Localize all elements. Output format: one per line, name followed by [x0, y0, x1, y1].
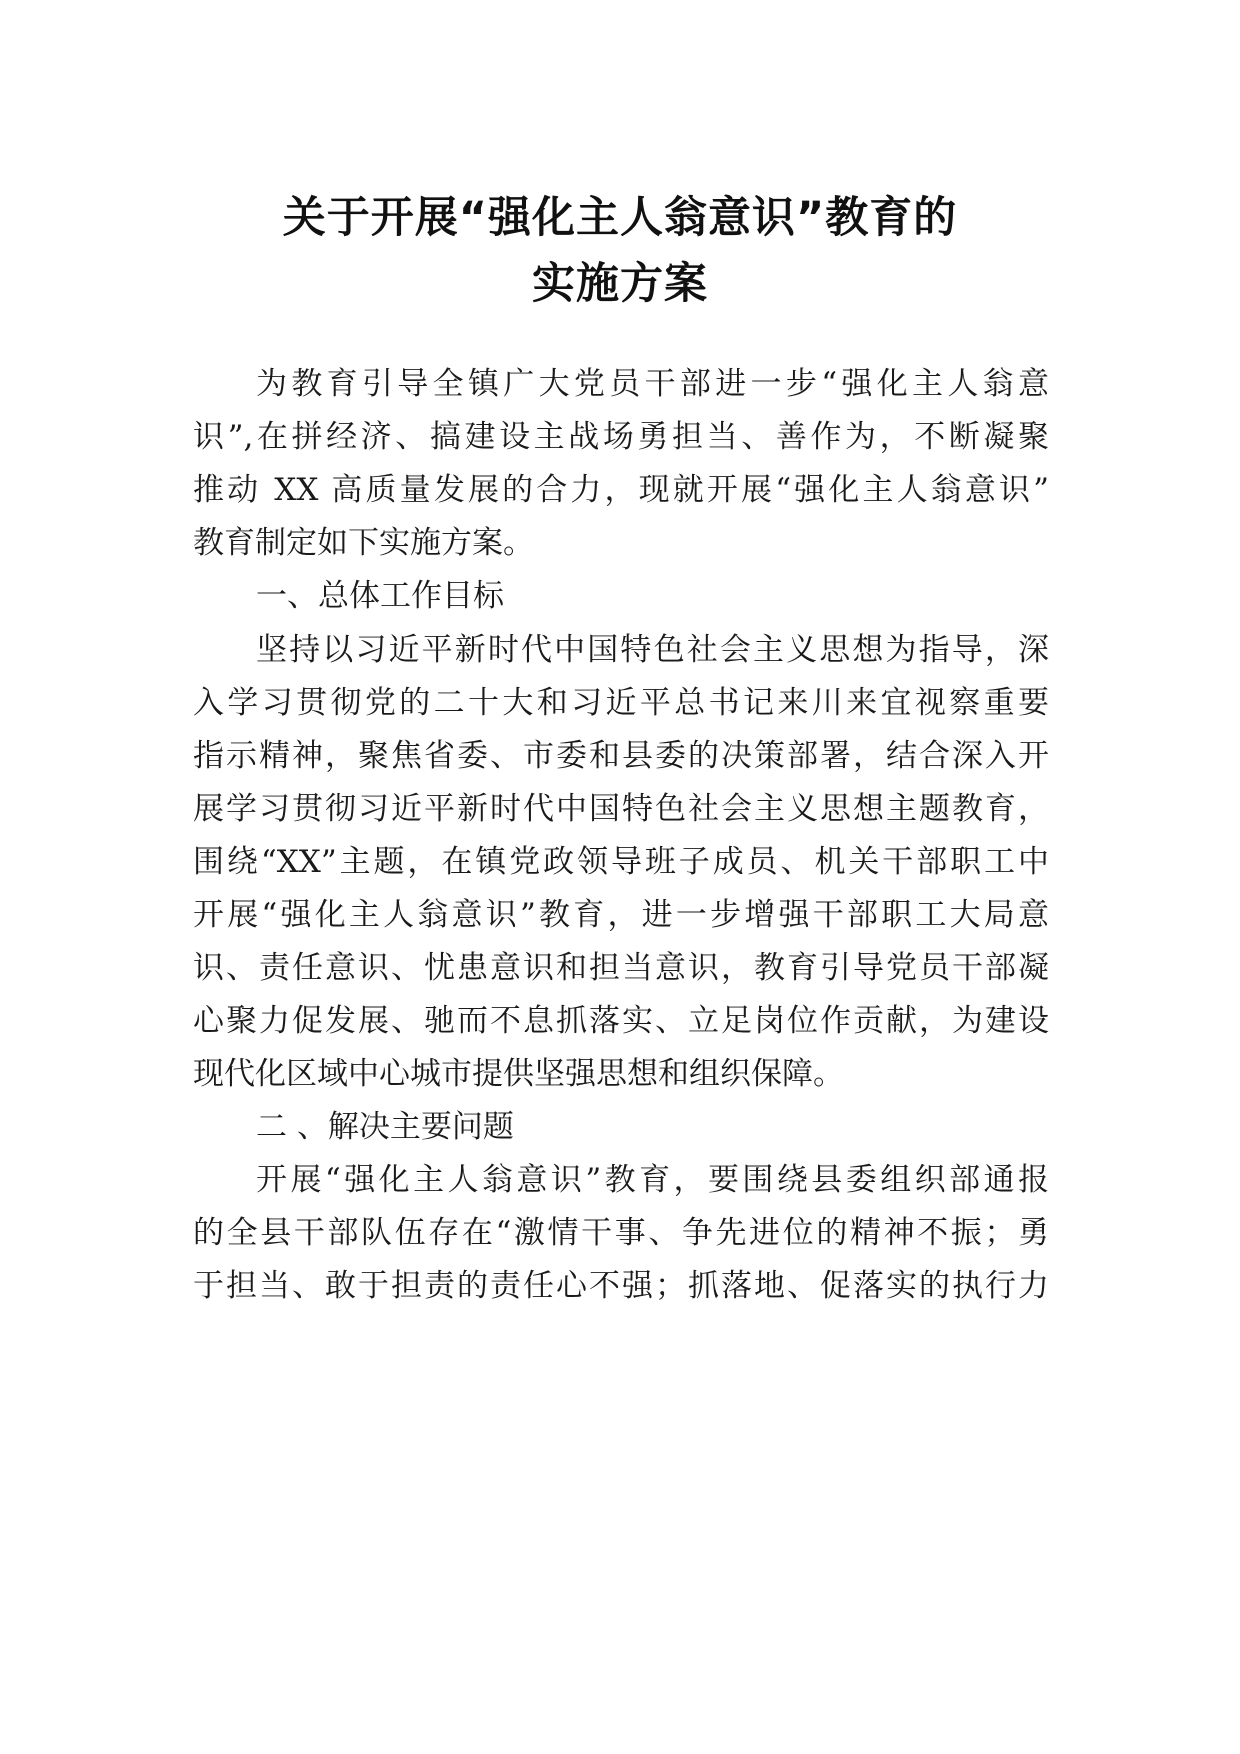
paragraph-line: 指示精神，聚焦省委、市委和县委的决策部署，结合深入开 — [193, 738, 1049, 774]
paragraph-line: 教育制定如下实施方案。 — [193, 525, 534, 561]
paragraph-line: 推动 XX 高质量发展的合力，现就开展“强化主人翁意识” — [193, 472, 1049, 508]
document-title-line-1: 关于开展“强化主人翁意识”教育的 — [282, 193, 958, 243]
paragraph-line: 展学习贯彻习近平新时代中国特色社会主义思想主题教育， — [193, 791, 1049, 827]
paragraph-line: 于担当、敢于担责的责任心不强；抓落地、促落实的执行力 — [193, 1268, 1049, 1304]
paragraph-line: 开展“强化主人翁意识”教育，要围绕县委组织部通报 — [256, 1162, 1049, 1198]
paragraph-line: 开展“强化主人翁意识”教育，进一步增强干部职工大局意 — [193, 897, 1049, 933]
paragraph-line: 心聚力促发展、驰而不息抓落实、立足岗位作贡献，为建设 — [193, 1003, 1049, 1039]
section-heading-1: 一、总体工作目标 — [256, 578, 504, 614]
paragraph-line: 入学习贯彻党的二十大和习近平总书记来川来宜视察重要 — [193, 685, 1049, 721]
paragraph-line: 围绕“XX”主题，在镇党政领导班子成员、机关干部职工中 — [193, 844, 1049, 880]
paragraph-line: 坚持以习近平新时代中国特色社会主义思想为指导，深 — [256, 632, 1049, 668]
paragraph-line: 识”,在拼经济、搞建设主战场勇担当、善作为，不断凝聚 — [193, 419, 1049, 455]
document-title-line-2: 实施方案 — [532, 259, 708, 309]
paragraph-line: 为教育引导全镇广大党员干部进一步“强化主人翁意 — [256, 366, 1049, 402]
paragraph-line: 现代化区域中心城市提供坚强思想和组织保障。 — [193, 1056, 844, 1092]
paragraph-line: 的全县干部队伍存在“激情干事、争先进位的精神不振；勇 — [193, 1215, 1049, 1251]
paragraph-line: 识、责任意识、忧患意识和担当意识，教育引导党员干部凝 — [193, 950, 1049, 986]
section-heading-2: 二 、解决主要问题 — [256, 1109, 514, 1145]
